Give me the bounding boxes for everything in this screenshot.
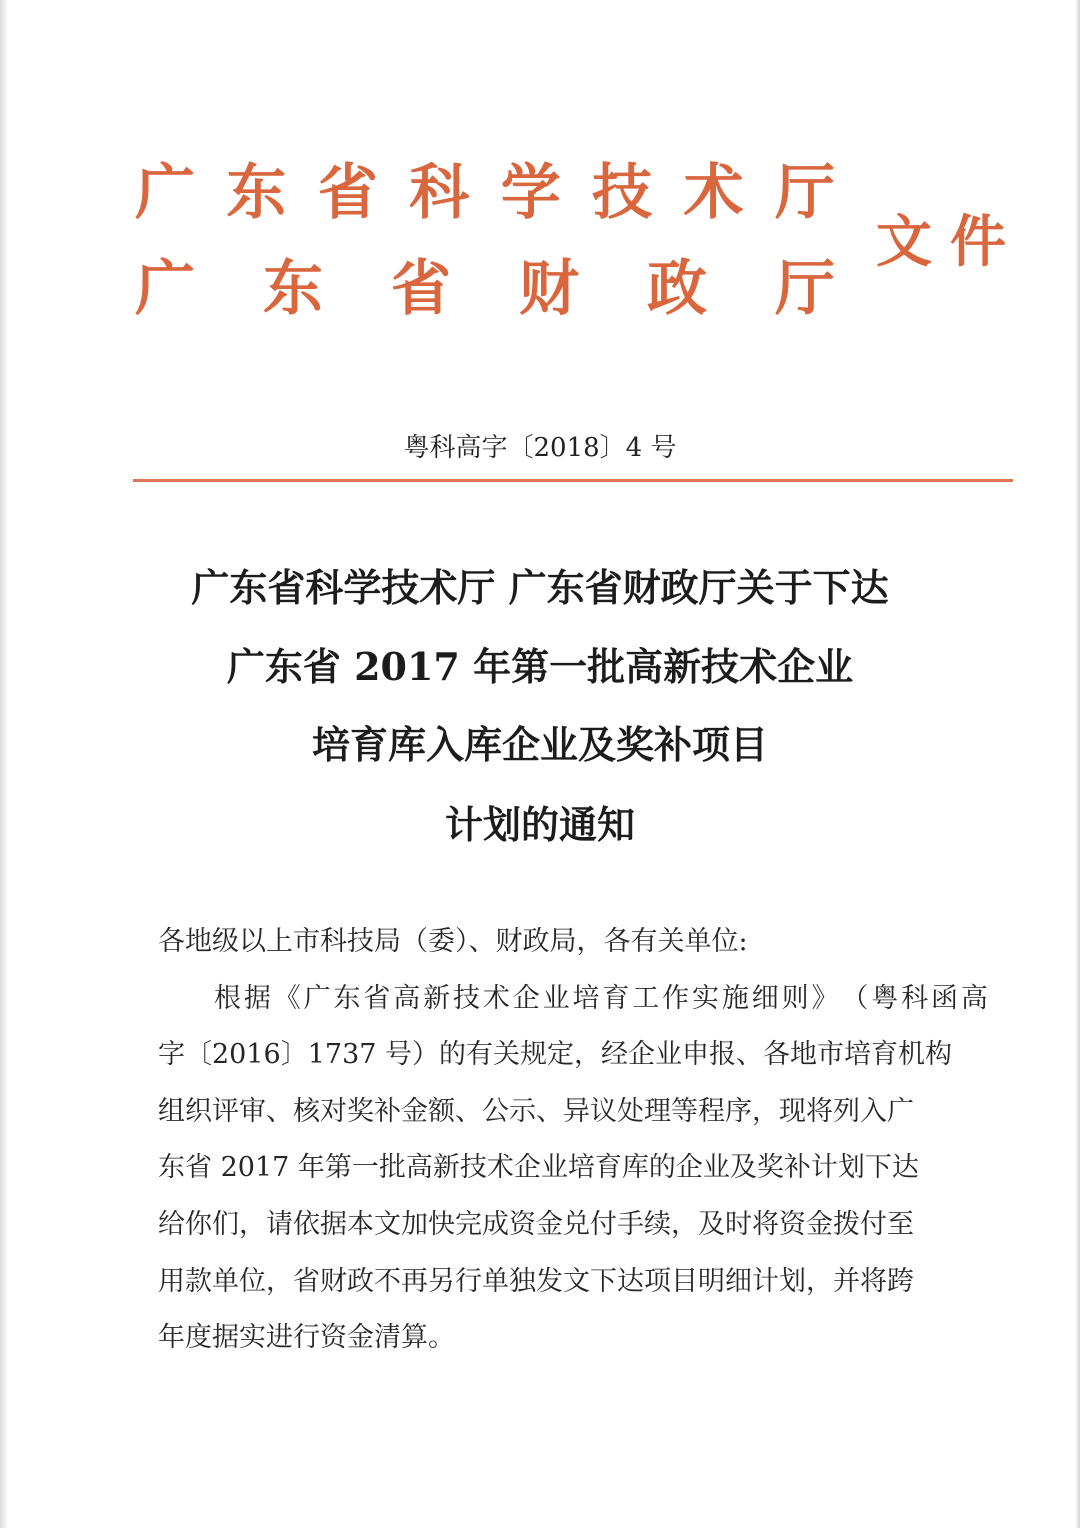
body-char: 作 [662,982,690,1014]
red-divider-line [133,479,1013,482]
body-char: 》 [811,982,839,1014]
dept-char: 东 [226,158,287,228]
body-line: 用款单位，省财政不再另行单独发文下达项目明细计划，并将跨 [158,1265,914,1297]
dept-char: 厅 [775,254,835,324]
doc-type-char: 件 [950,209,1006,275]
dept-char: 省 [391,254,451,324]
document-type-label [876,210,1006,274]
dept-char: 学 [500,158,561,228]
body-char: 施 [721,982,749,1014]
dept-char: 政 [647,254,707,324]
issuing-dept-finance [135,256,835,322]
dept-char: 财 [519,254,579,324]
dept-char: 科 [409,158,470,228]
body-char: 科 [901,982,929,1014]
body-line [158,975,988,1032]
body-char: 工 [632,982,660,1014]
title-line-4: 计划的通知 [444,802,635,847]
title-line-1: 广东省科学技术厅 广东省财政厅关于下达 [191,565,889,610]
body-line: 年度据实进行资金清算。 [158,1322,455,1354]
body-char: 培 [572,982,600,1014]
body-char: 省 [363,982,391,1014]
body-line: 东省 2017 年第一批高新技术企业培育库的企业及奖补计划下达 [158,1152,919,1184]
dept-char: 广 [135,158,195,228]
body-char: 函 [931,982,958,1014]
body-char: 术 [482,982,510,1014]
body-char: 广 [303,982,331,1014]
body-char: 据 [243,982,271,1014]
body-char: 根 [214,982,241,1014]
body-line: 给你们，请依据本文加快完成资金兑付手续，及时将资金拨付至 [158,1208,914,1240]
body-char: 技 [453,982,480,1014]
body-char: 《 [273,982,301,1014]
dept-char: 省 [317,158,378,228]
body-char: 新 [423,982,451,1014]
body-char: 高 [960,982,988,1014]
document-body [158,918,988,1371]
body-char: 高 [393,982,421,1014]
body-char: 粤 [871,982,899,1014]
body-char: 细 [751,982,779,1014]
body-line: 字〔2016〕1737 号）的有关规定，经企业申报、各地市培育机构 [158,1039,953,1071]
body-char: 企 [512,982,540,1014]
body-char: 东 [333,982,361,1014]
body-char: 业 [542,982,570,1014]
body-char: （ [841,982,869,1014]
dept-char: 东 [263,254,323,324]
dept-char: 厅 [774,158,835,228]
body-char: 育 [602,982,630,1014]
dept-char: 广 [135,254,195,324]
dept-char: 技 [592,158,653,228]
title-line-2: 广东省 2017 年第一批高新技术企业 [226,644,854,689]
body-char: 实 [692,982,719,1014]
dept-char: 术 [683,158,744,228]
salutation: 各地级以上市科技局（委）、财政局，各有关单位: [158,926,748,957]
doc-type-char: 文 [876,209,932,275]
document-number: 粤科高字〔2018〕4 号 [403,433,677,463]
body-line: 组织评审、核对奖补金额、公示、异议处理等程序，现将列入广 [158,1095,914,1127]
issuing-dept-science-tech [135,160,835,226]
title-line-3: 培育库入库企业及奖补项目 [311,722,768,767]
body-char: 则 [781,982,809,1014]
